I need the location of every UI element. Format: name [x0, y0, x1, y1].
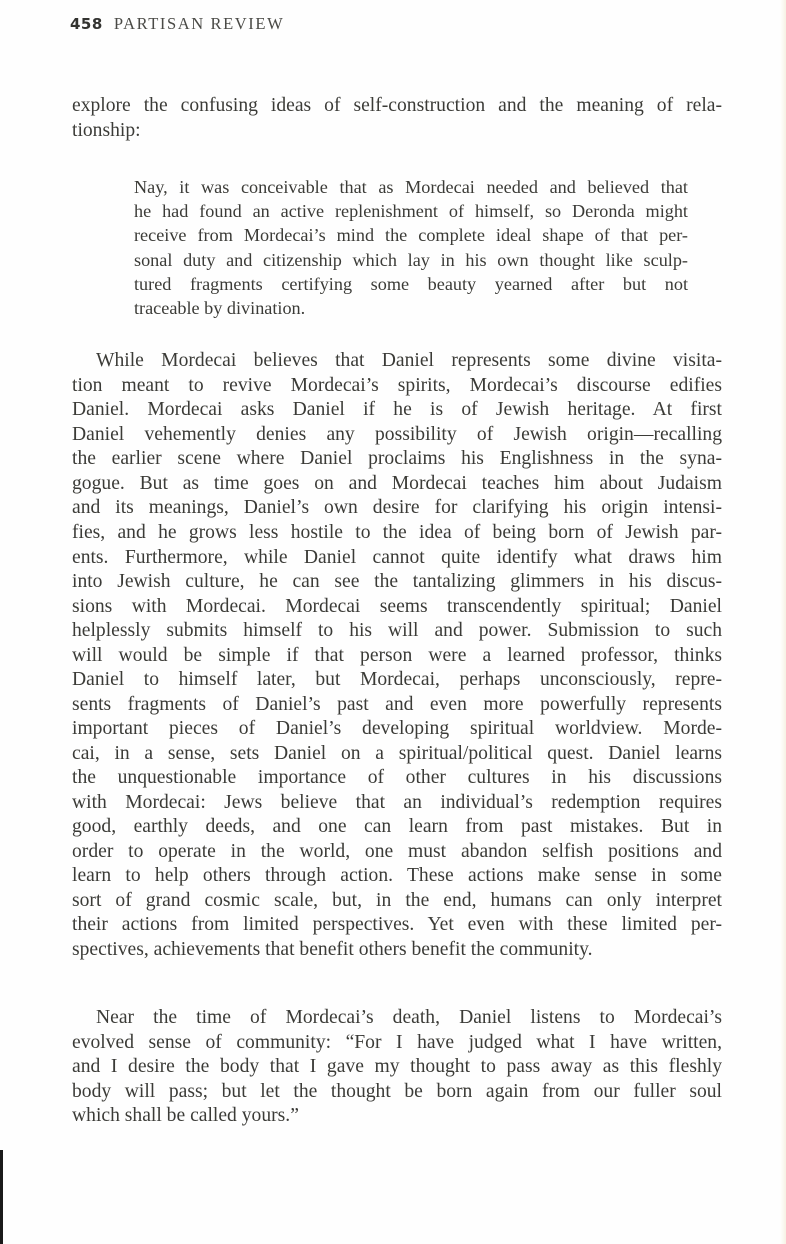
text-line: which shall be called yours.” [72, 1105, 299, 1126]
text-line: sents fragments of Daniel’s past and even more powerfully represents [72, 694, 722, 715]
text-line: sions with Mordecai. Mordecai seems transcendently spiritual; Daniel [72, 596, 722, 617]
text-line: order to operate in the world, one must abandon selfish positions and [72, 841, 722, 862]
text-line: their actions from limited perspectives. Yet even with these limited per- [72, 914, 722, 935]
text-line: and its meanings, Daniel’s own desire for clarifying his origin intensi- [72, 497, 722, 518]
text-line: Daniel vehemently denies any possibility of Jewish origin—recalling [72, 424, 722, 445]
text-line: While Mordecai believes that Daniel represents some divine visita- [96, 350, 722, 371]
text-line: learn to help others through action. These actions make sense in some [72, 865, 722, 886]
text-line: will would be simple if that person were a learned professor, thinks [72, 645, 722, 666]
journal-title: PARTISAN REVIEW [113, 14, 285, 33]
text-line: Daniel to himself later, but Mordecai, perhaps unconsciously, repre- [72, 669, 722, 690]
text-line: the unquestionable importance of other cultures in his discussions [72, 767, 722, 788]
quote-line: traceable by divination. [134, 298, 306, 318]
quote-line: he had found an active replenishment of himself, so Deronda might [134, 201, 688, 221]
quote-line: tured fragments certifying some beauty yearned after but not [134, 274, 688, 294]
text-line: ents. Furthermore, while Daniel cannot quite identify what draws him [72, 547, 722, 568]
text-line: into Jewish culture, he can see the tantalizing glimmers in his discus- [72, 571, 722, 592]
text-line: explore the confusing ideas of self-construction and the meaning of rela- [72, 95, 722, 116]
text-line: the earlier scene where Daniel proclaims his Englishness in the syna- [72, 448, 722, 469]
text-line: tionship: [72, 120, 141, 141]
quote-line: receive from Mordecai’s mind the complete ideal shape of that per- [134, 225, 688, 245]
page-number: 458 [70, 15, 103, 33]
text-line: sort of grand cosmic scale, but, in the end, humans can only interpret [72, 890, 722, 911]
text-line: tion meant to revive Mordecai’s spirits, Mordecai’s discourse edifies [72, 375, 722, 396]
text-line: and I desire the body that I gave my thought to pass away as this fleshly [72, 1056, 722, 1077]
text-line: important pieces of Daniel’s developing spiritual worldview. Morde- [72, 718, 722, 739]
quote-line: Nay, it was conceivable that as Mordecai needed and believed that [134, 177, 688, 197]
quote-line: sonal duty and citizenship which lay in his own thought like sculp- [134, 250, 688, 270]
text-line: good, earthly deeds, and one can learn from past mistakes. But in [72, 816, 722, 837]
text-line: body will pass; but let the thought be born again from our fuller soul [72, 1081, 722, 1102]
text-line: with Mordecai: Jews believe that an individual’s redemption requires [72, 792, 722, 813]
text-line: Near the time of Mordecai’s death, Daniel listens to Mordecai’s [96, 1007, 722, 1028]
text-line: cai, in a sense, sets Daniel on a spiritual/political quest. Daniel learns [72, 743, 722, 764]
text-line: fies, and he grows less hostile to the idea of being born of Jewish par- [72, 522, 722, 543]
scan-border [0, 1150, 3, 1244]
text-line: evolved sense of community: “For I have judged what I have written, [72, 1032, 722, 1053]
text-line: Daniel. Mordecai asks Daniel if he is of Jewish heritage. At first [72, 399, 722, 420]
text-line: helplessly submits himself to his will and power. Submission to such [72, 620, 722, 641]
running-head [70, 14, 284, 38]
text-line: spectives, achievements that benefit others benefit the community. [72, 939, 593, 960]
page-edge-shadow [780, 0, 786, 1244]
text-line: gogue. But as time goes on and Mordecai teaches him about Judaism [72, 473, 722, 494]
